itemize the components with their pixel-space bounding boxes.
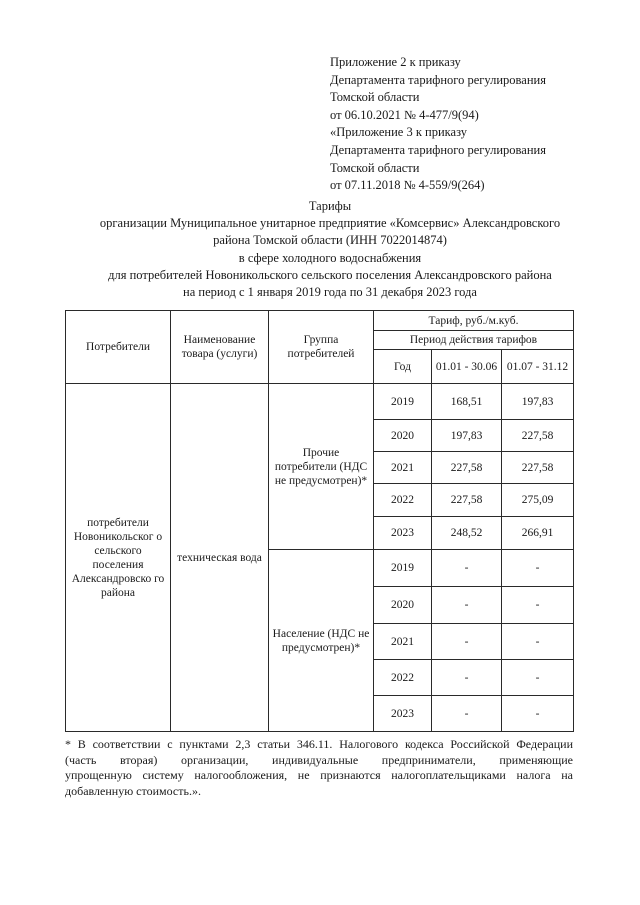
vat-footnote — [65, 737, 573, 799]
year-cell: 2021 — [374, 452, 432, 484]
tariff-cell: - — [432, 660, 502, 696]
tariff-cell: 266,91 — [502, 517, 574, 550]
consumer-cell: потребители Новоникольског о сельского поселения Александровско го района — [66, 384, 171, 732]
footnote-line: добавленную стоимость.». — [65, 783, 201, 798]
year-cell: 2021 — [374, 624, 432, 660]
group-cell: Население (НДС не предусмотрен)* — [269, 550, 374, 732]
year-cell: 2022 — [374, 484, 432, 517]
tariff-cell: - — [502, 624, 574, 660]
tariff-cell: - — [502, 660, 574, 696]
year-cell: 2019 — [374, 384, 432, 420]
header-tariff: Тариф, руб./м.куб. — [374, 311, 574, 331]
title-line: Тарифы — [308, 199, 352, 213]
tariff-cell: - — [502, 696, 574, 732]
tariff-cell: 248,52 — [432, 517, 502, 550]
header-half2: 01.07 - 31.12 — [502, 350, 574, 384]
year-cell: 2023 — [374, 696, 432, 732]
footnote-line: * В соответствии с пунктами 2,3 статьи 346.11. Налогового кодекса Российской Федерации — [65, 737, 573, 751]
title-line: района Томской области (ИНН 7022014874) — [213, 233, 447, 248]
tariff-cell: 197,83 — [502, 384, 574, 420]
tariff-cell: 227,58 — [432, 452, 502, 484]
header-line: «Приложение 3 к приказу — [330, 125, 468, 140]
year-cell: 2022 — [374, 660, 432, 696]
header-line: Департамента тарифного регулирования — [330, 142, 546, 157]
tariff-cell: - — [432, 550, 502, 587]
header-half1: 01.01 - 30.06 — [432, 350, 502, 384]
title-line: организации Муниципальное унитарное предприятие «Комсервис» Александровского — [99, 216, 561, 231]
tariff-cell: 168,51 — [432, 384, 502, 420]
header-line: Томской области — [330, 160, 420, 175]
year-cell: 2020 — [374, 587, 432, 624]
tariff-cell: - — [502, 587, 574, 624]
document-title — [40, 198, 620, 301]
tariff-cell: - — [432, 624, 502, 660]
header-consumers: Потребители — [66, 311, 171, 384]
header-line: Департамента тарифного регулирования — [330, 72, 546, 87]
tariff-cell: 197,83 — [432, 420, 502, 452]
tariff-cell: - — [502, 550, 574, 587]
tariff-cell: 227,58 — [432, 484, 502, 517]
tariff-cell: - — [432, 696, 502, 732]
header-line: от 06.10.2021 № 4-477/9(94) — [330, 107, 479, 122]
header-line: Приложение 2 к приказу — [330, 55, 461, 69]
tariff-cell: 275,09 — [502, 484, 574, 517]
header-group: Группа потребителей — [269, 311, 374, 384]
year-cell: 2020 — [374, 420, 432, 452]
title-line: в сфере холодного водоснабжения — [238, 250, 422, 265]
title-line: для потребителей Новоникольского сельского поселения Александровского района — [108, 267, 552, 282]
header-year: Год — [374, 350, 432, 384]
order-header — [330, 54, 546, 195]
header-line: от 07.11.2018 № 4-559/9(264) — [330, 178, 485, 193]
footnote-line: упрощенную систему налогообложения, не признаются налогоплательщиками налога на — [65, 768, 573, 783]
product-cell: техническая вода — [171, 384, 269, 732]
title-line: на период с 1 января 2019 года по 31 декабря 2023 года — [183, 285, 477, 300]
year-cell: 2019 — [374, 550, 432, 587]
tariff-table — [65, 310, 574, 732]
header-line: Томской области — [330, 90, 420, 105]
footnote-line: (часть вторая) организации, индивидуальные предприниматели, применяющие — [65, 752, 573, 767]
year-cell: 2023 — [374, 517, 432, 550]
tariff-cell: 227,58 — [502, 452, 574, 484]
group-cell: Прочие потребители (НДС не предусмотрен)* — [269, 384, 374, 550]
tariff-cell: 227,58 — [502, 420, 574, 452]
tariff-cell: - — [432, 587, 502, 624]
header-period: Период действия тарифов — [374, 331, 574, 350]
header-product: Наименование товара (услуги) — [171, 311, 269, 384]
